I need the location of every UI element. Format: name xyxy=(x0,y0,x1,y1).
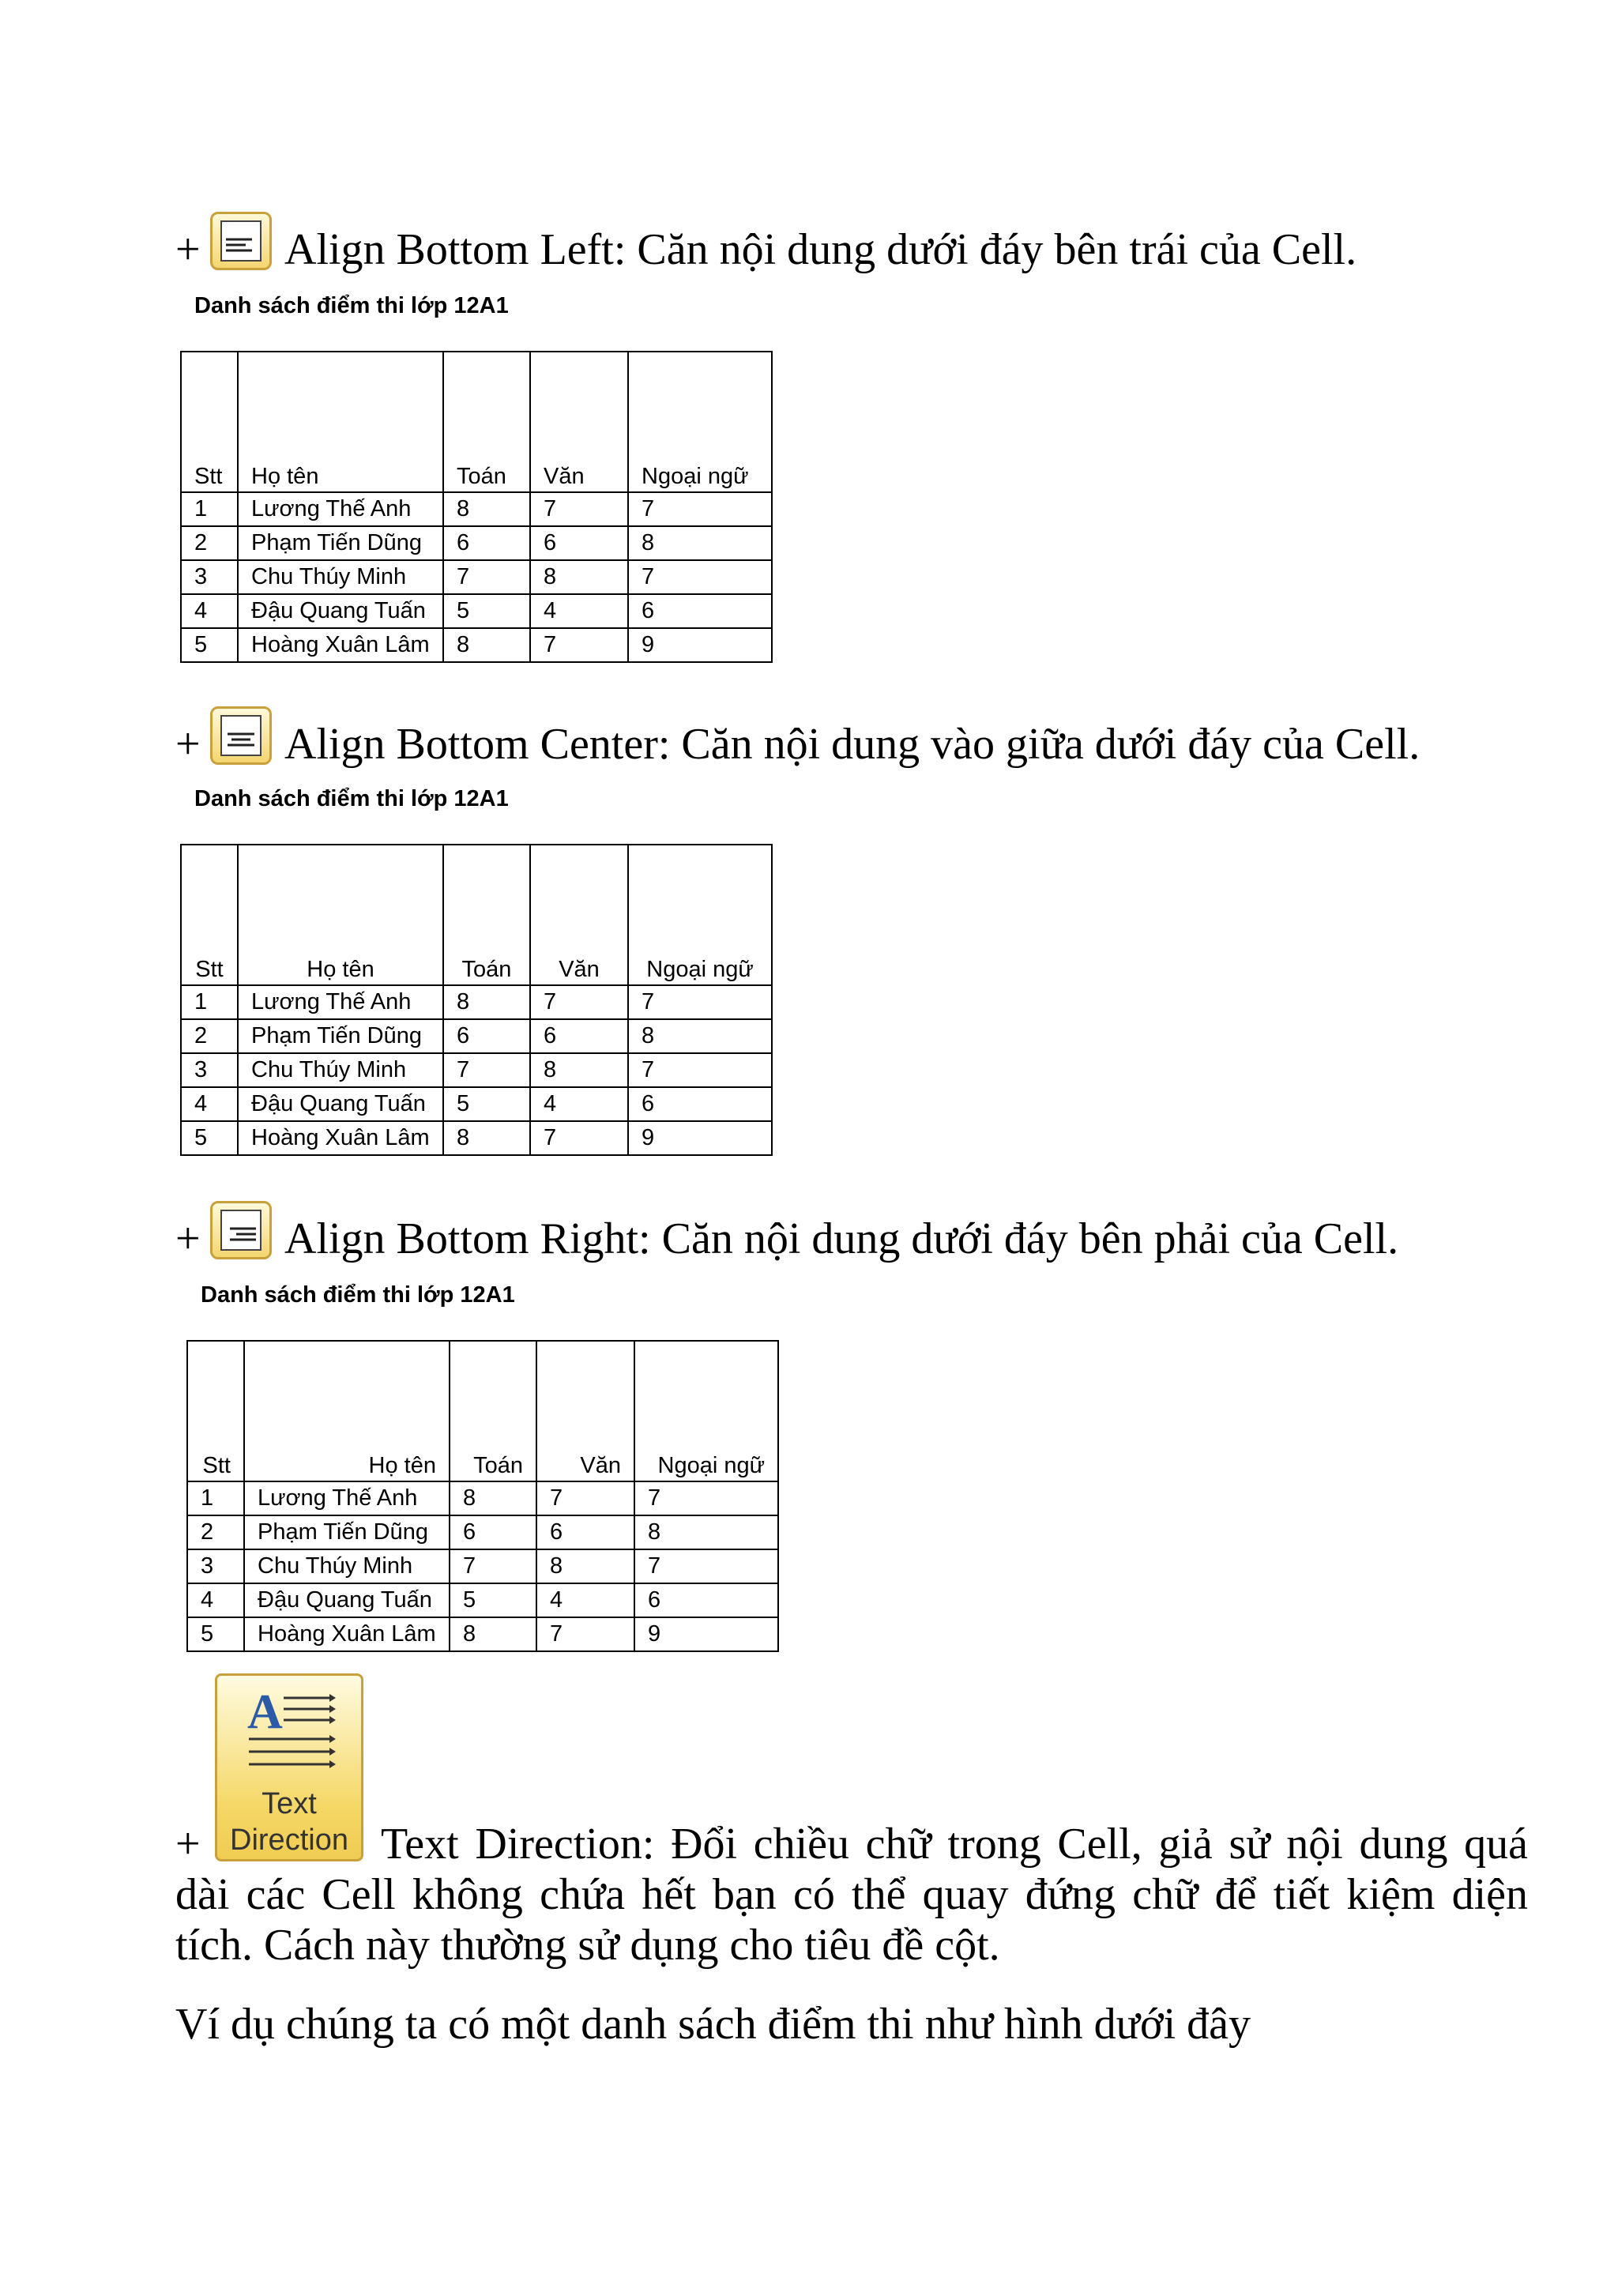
header-name: Họ tên xyxy=(244,1341,450,1481)
cell: 2 xyxy=(187,1515,244,1549)
svg-text:A: A xyxy=(247,1687,283,1739)
grade-table-bottom-right xyxy=(186,1340,779,1652)
cell: 7 xyxy=(530,985,628,1019)
align-bottom-center-icon xyxy=(210,706,272,765)
cell: Đậu Quang Tuấn xyxy=(244,1583,450,1617)
header-literature: Văn xyxy=(530,845,628,985)
cell: 7 xyxy=(530,1121,628,1155)
cell: 1 xyxy=(181,985,238,1019)
cell: Đậu Quang Tuấn xyxy=(238,1087,443,1121)
cell: 4 xyxy=(530,594,628,628)
table-row xyxy=(181,985,772,1019)
table-row xyxy=(181,628,772,662)
header-math: Toán xyxy=(450,1341,536,1481)
cell: 6 xyxy=(536,1515,634,1549)
bullet: + xyxy=(175,720,201,769)
cell: 6 xyxy=(450,1515,536,1549)
text-direction-icon xyxy=(247,1687,336,1782)
cell: Chu Thúy Minh xyxy=(238,1053,443,1087)
cell: Hoàng Xuân Lâm xyxy=(244,1617,450,1651)
cell: 6 xyxy=(628,1087,772,1121)
header-math: Toán xyxy=(443,845,530,985)
text-direction-paragraph xyxy=(175,1819,1528,1970)
cell: 9 xyxy=(628,1121,772,1155)
cell: 5 xyxy=(450,1583,536,1617)
cell: 5 xyxy=(181,628,238,662)
bullet: + xyxy=(175,225,201,274)
cell: 3 xyxy=(181,560,238,594)
cell: 4 xyxy=(536,1583,634,1617)
table-row xyxy=(181,1053,772,1087)
table-row xyxy=(181,560,772,594)
cell: 4 xyxy=(181,594,238,628)
table-row xyxy=(181,1019,772,1053)
header-stt: Stt xyxy=(181,352,238,492)
example-sentence: Ví dụ chúng ta có một danh sách điểm thi như hình dưới đây xyxy=(175,2000,1251,2049)
header-literature: Văn xyxy=(530,352,628,492)
cell: 8 xyxy=(443,985,530,1019)
bullet: + xyxy=(175,1214,201,1263)
cell: 7 xyxy=(536,1617,634,1651)
cell: 4 xyxy=(181,1087,238,1121)
table-header-row xyxy=(181,845,772,985)
table-row xyxy=(181,492,772,526)
cell: 7 xyxy=(628,492,772,526)
cell: 6 xyxy=(443,1019,530,1053)
align-bottom-right-icon xyxy=(210,1201,272,1259)
cell: 7 xyxy=(530,492,628,526)
cell: 8 xyxy=(628,1019,772,1053)
header-name: Họ tên xyxy=(238,845,443,985)
cell: 7 xyxy=(536,1481,634,1515)
cell: 4 xyxy=(187,1583,244,1617)
table-header-row xyxy=(187,1341,778,1481)
cell: 4 xyxy=(530,1087,628,1121)
table-row xyxy=(187,1549,778,1583)
table-row xyxy=(181,526,772,560)
cell: 2 xyxy=(181,1019,238,1053)
cell: 9 xyxy=(628,628,772,662)
align-bottom-center-line xyxy=(175,706,1528,770)
cell: 1 xyxy=(181,492,238,526)
cell: 8 xyxy=(443,492,530,526)
cell: 7 xyxy=(628,1053,772,1087)
header-math: Toán xyxy=(443,352,530,492)
cell: 8 xyxy=(536,1549,634,1583)
cell: 6 xyxy=(443,526,530,560)
header-stt: Stt xyxy=(187,1341,244,1481)
text-direction-label-line1: Text xyxy=(262,1787,317,1820)
cell: 8 xyxy=(443,628,530,662)
cell: 5 xyxy=(443,594,530,628)
cell: 7 xyxy=(443,1053,530,1087)
cell: 7 xyxy=(450,1549,536,1583)
cell: 7 xyxy=(634,1481,778,1515)
table-row xyxy=(181,1121,772,1155)
cell: 2 xyxy=(181,526,238,560)
cell: Phạm Tiến Dũng xyxy=(238,526,443,560)
cell: Hoàng Xuân Lâm xyxy=(238,1121,443,1155)
cell: 6 xyxy=(530,526,628,560)
cell: Lương Thế Anh xyxy=(244,1481,450,1515)
cell: 6 xyxy=(628,594,772,628)
cell: 8 xyxy=(450,1481,536,1515)
bullet xyxy=(175,1819,381,1869)
cell: Hoàng Xuân Lâm xyxy=(238,628,443,662)
cell: 8 xyxy=(443,1121,530,1155)
cell: 3 xyxy=(187,1549,244,1583)
cell: Lương Thế Anh xyxy=(238,985,443,1019)
header-name: Họ tên xyxy=(238,352,443,492)
header-foreign-language: Ngoại ngữ xyxy=(628,352,772,492)
cell: 9 xyxy=(634,1617,778,1651)
align-bottom-right-text: Align Bottom Right: Căn nội dung dưới đáy bên phải của Cell. xyxy=(284,1214,1399,1263)
table-row xyxy=(181,594,772,628)
table-row xyxy=(187,1583,778,1617)
cell: 8 xyxy=(530,560,628,594)
header-literature: Văn xyxy=(536,1341,634,1481)
header-foreign-language: Ngoại ngữ xyxy=(634,1341,778,1481)
table-caption: Danh sách điểm thi lớp 12A1 xyxy=(194,293,509,318)
cell: 7 xyxy=(634,1549,778,1583)
cell: 7 xyxy=(628,985,772,1019)
cell: 7 xyxy=(443,560,530,594)
cell: 7 xyxy=(628,560,772,594)
cell: Chu Thúy Minh xyxy=(238,560,443,594)
text-direction-label-line2: Direction xyxy=(230,1824,348,1857)
cell: 5 xyxy=(181,1121,238,1155)
cell: 3 xyxy=(181,1053,238,1087)
table-caption: Danh sách điểm thi lớp 12A1 xyxy=(194,786,509,811)
cell: 5 xyxy=(443,1087,530,1121)
cell: 8 xyxy=(628,526,772,560)
cell: 6 xyxy=(634,1583,778,1617)
align-bottom-right-line xyxy=(175,1201,1528,1264)
align-bottom-center-text: Align Bottom Center: Căn nội dung vào giữa dưới đáy của Cell. xyxy=(284,720,1420,769)
header-foreign-language: Ngoại ngữ xyxy=(628,845,772,985)
table-caption: Danh sách điểm thi lớp 12A1 xyxy=(201,1282,515,1308)
cell: 1 xyxy=(187,1481,244,1515)
table-row xyxy=(187,1515,778,1549)
cell: 5 xyxy=(187,1617,244,1651)
cell: Chu Thúy Minh xyxy=(244,1549,450,1583)
grade-table-bottom-left xyxy=(180,351,773,663)
grade-table-bottom-center xyxy=(180,844,773,1156)
cell: 8 xyxy=(530,1053,628,1087)
cell: Phạm Tiến Dũng xyxy=(244,1515,450,1549)
cell: Đậu Quang Tuấn xyxy=(238,594,443,628)
bullet-glyph: + xyxy=(175,1820,201,1869)
table-row xyxy=(187,1481,778,1515)
table-row xyxy=(187,1617,778,1651)
cell: 8 xyxy=(634,1515,778,1549)
align-bottom-left-icon xyxy=(210,212,272,270)
cell: 7 xyxy=(530,628,628,662)
align-bottom-left-line xyxy=(175,212,1528,275)
cell: Phạm Tiến Dũng xyxy=(238,1019,443,1053)
align-bottom-left-text: Align Bottom Left: Căn nội dung dưới đáy bên trái của Cell. xyxy=(284,225,1357,274)
cell: 8 xyxy=(450,1617,536,1651)
header-stt: Stt xyxy=(181,845,238,985)
text-direction-text: Text Direction: Đổi chiều chữ trong Cell, giả sử nội dung quá dài các Cell không chứa hết bạn có thể quay đứng chữ để tiết kiệm diện tích. Cách này thường sử dụng cho tiêu đề cột. xyxy=(175,1820,1528,1970)
cell: 6 xyxy=(530,1019,628,1053)
table-row xyxy=(181,1087,772,1121)
table-header-row xyxy=(181,352,772,492)
cell: Lương Thế Anh xyxy=(238,492,443,526)
